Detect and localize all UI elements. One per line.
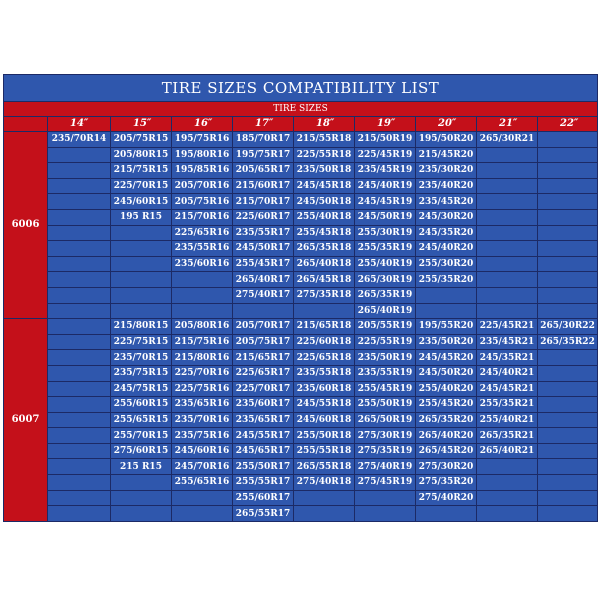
size-cell (48, 209, 111, 225)
size-cell: 265/35R19 (355, 287, 416, 303)
size-cell: 245/45R18 (294, 178, 355, 194)
size-cell (48, 225, 111, 241)
size-cell (172, 490, 233, 506)
size-cell: 195 R15 (111, 209, 172, 225)
size-cell (538, 475, 598, 491)
size-cell (538, 506, 598, 522)
size-cell: 235/50R19 (355, 350, 416, 366)
size-cell: 225/65R17 (233, 365, 294, 381)
title-row (4, 75, 598, 102)
size-cell: 235/45R20 (416, 194, 477, 210)
model-label: 6006 (4, 132, 48, 319)
size-cell: 275/60R15 (111, 443, 172, 459)
size-cell (538, 350, 598, 366)
size-cell (477, 459, 538, 475)
size-cell (111, 303, 172, 319)
size-cell: 215/45R20 (416, 147, 477, 163)
size-cell: 255/50R19 (355, 397, 416, 413)
size-cell (48, 319, 111, 335)
size-cell: 245/40R20 (416, 241, 477, 257)
column-header-21: 21″ (477, 117, 538, 132)
size-cell (416, 287, 477, 303)
size-cell: 235/30R20 (416, 163, 477, 179)
size-cell (48, 241, 111, 257)
size-cell: 235/60R16 (172, 256, 233, 272)
size-cell: 255/55R17 (233, 475, 294, 491)
size-cell: 275/35R20 (416, 475, 477, 491)
column-header-18: 18″ (294, 117, 355, 132)
size-cell (48, 506, 111, 522)
size-cell: 185/70R17 (233, 132, 294, 148)
size-cell: 225/60R18 (294, 334, 355, 350)
size-cell: 225/60R17 (233, 209, 294, 225)
size-cell: 235/60R18 (294, 381, 355, 397)
size-cell: 195/50R20 (416, 132, 477, 148)
table-row (4, 287, 598, 303)
size-cell (416, 506, 477, 522)
size-cell: 205/65R17 (233, 163, 294, 179)
size-cell: 265/45R18 (294, 272, 355, 288)
size-cell (294, 506, 355, 522)
size-cell: 235/50R18 (294, 163, 355, 179)
size-cell: 215/75R15 (111, 163, 172, 179)
size-cell: 255/35R21 (477, 397, 538, 413)
table-row (4, 334, 598, 350)
size-cell (477, 287, 538, 303)
size-cell (538, 178, 598, 194)
size-cell: 215/70R16 (172, 209, 233, 225)
size-cell (48, 147, 111, 163)
size-cell (48, 365, 111, 381)
size-cell: 225/75R16 (172, 381, 233, 397)
size-cell: 215/55R18 (294, 132, 355, 148)
size-cell: 225/65R18 (294, 350, 355, 366)
size-cell (477, 147, 538, 163)
table-row (4, 132, 598, 148)
table-row (4, 225, 598, 241)
size-cell: 255/45R18 (294, 225, 355, 241)
size-cell (538, 443, 598, 459)
size-cell: 195/55R20 (416, 319, 477, 335)
size-cell (294, 490, 355, 506)
size-cell (48, 397, 111, 413)
size-cell (538, 147, 598, 163)
size-cell (538, 132, 598, 148)
size-cell: 235/75R16 (172, 428, 233, 444)
size-cell (538, 272, 598, 288)
size-cell (48, 303, 111, 319)
column-header-22: 22″ (538, 117, 598, 132)
size-cell: 245/45R19 (355, 194, 416, 210)
size-cell (48, 163, 111, 179)
size-cell (48, 194, 111, 210)
size-cell: 245/50R20 (416, 365, 477, 381)
size-cell (48, 459, 111, 475)
size-cell: 225/55R18 (294, 147, 355, 163)
size-cell: 255/35R20 (416, 272, 477, 288)
size-cell: 215 R15 (111, 459, 172, 475)
table-row (4, 350, 598, 366)
size-cell (538, 428, 598, 444)
size-cell: 245/45R21 (477, 381, 538, 397)
size-cell: 265/30R21 (477, 132, 538, 148)
size-cell: 265/50R19 (355, 412, 416, 428)
size-cell (538, 209, 598, 225)
size-cell (538, 163, 598, 179)
size-cell: 245/60R15 (111, 194, 172, 210)
size-cell (477, 506, 538, 522)
size-cell: 255/50R17 (233, 459, 294, 475)
size-cell (538, 381, 598, 397)
size-cell (355, 490, 416, 506)
size-cell: 245/65R17 (233, 443, 294, 459)
size-cell (477, 256, 538, 272)
size-cell: 255/30R19 (355, 225, 416, 241)
size-cell: 265/35R21 (477, 428, 538, 444)
size-cell (538, 194, 598, 210)
table-row (4, 412, 598, 428)
size-cell (416, 303, 477, 319)
size-cell: 265/35R22 (538, 334, 598, 350)
size-cell: 235/65R16 (172, 397, 233, 413)
size-cell: 265/30R22 (538, 319, 598, 335)
size-cell: 255/40R18 (294, 209, 355, 225)
size-cell (48, 475, 111, 491)
table-row (4, 272, 598, 288)
size-cell: 235/55R18 (294, 365, 355, 381)
size-cell (477, 490, 538, 506)
size-cell (111, 225, 172, 241)
table-row (4, 241, 598, 257)
size-cell: 275/40R17 (233, 287, 294, 303)
size-cell (355, 506, 416, 522)
size-cell: 265/40R21 (477, 443, 538, 459)
size-cell (477, 241, 538, 257)
column-header-14: 14″ (48, 117, 111, 132)
size-cell: 255/35R19 (355, 241, 416, 257)
size-cell: 205/55R19 (355, 319, 416, 335)
size-cell: 215/70R17 (233, 194, 294, 210)
size-cell: 235/45R21 (477, 334, 538, 350)
size-cell (477, 209, 538, 225)
size-cell (111, 475, 172, 491)
size-cell: 235/60R17 (233, 397, 294, 413)
size-cell (477, 178, 538, 194)
table-row (4, 163, 598, 179)
size-cell: 255/40R20 (416, 381, 477, 397)
size-cell: 245/50R18 (294, 194, 355, 210)
column-header-15: 15″ (111, 117, 172, 132)
size-cell: 215/65R17 (233, 350, 294, 366)
size-cell (538, 303, 598, 319)
size-cell: 265/55R18 (294, 459, 355, 475)
size-cell (48, 443, 111, 459)
size-cell: 265/35R18 (294, 241, 355, 257)
table-row (4, 365, 598, 381)
size-cell: 255/40R21 (477, 412, 538, 428)
size-cell: 245/35R20 (416, 225, 477, 241)
table-row (4, 381, 598, 397)
size-cell (111, 241, 172, 257)
size-cell (538, 225, 598, 241)
size-cell (538, 365, 598, 381)
size-cell: 215/65R18 (294, 319, 355, 335)
table-row (4, 490, 598, 506)
size-cell: 255/65R15 (111, 412, 172, 428)
size-cell: 275/45R19 (355, 475, 416, 491)
size-cell: 255/45R19 (355, 381, 416, 397)
size-cell (477, 225, 538, 241)
size-cell (172, 303, 233, 319)
size-cell: 225/75R15 (111, 334, 172, 350)
size-cell (538, 397, 598, 413)
size-cell (477, 163, 538, 179)
size-cell (48, 334, 111, 350)
size-cell (48, 350, 111, 366)
size-cell: 225/70R16 (172, 365, 233, 381)
size-cell: 265/40R19 (355, 303, 416, 319)
size-cell: 235/50R20 (416, 334, 477, 350)
size-cell: 225/55R19 (355, 334, 416, 350)
table-row (4, 209, 598, 225)
size-cell (538, 241, 598, 257)
size-cell (538, 459, 598, 475)
table-row (4, 303, 598, 319)
size-cell (48, 178, 111, 194)
size-cell (48, 272, 111, 288)
model-label: 6007 (4, 319, 48, 522)
table-row (4, 459, 598, 475)
size-cell (111, 272, 172, 288)
size-cell (48, 490, 111, 506)
size-cell: 255/40R19 (355, 256, 416, 272)
size-cell: 195/75R17 (233, 147, 294, 163)
size-cell: 215/60R17 (233, 178, 294, 194)
size-cell: 215/80R16 (172, 350, 233, 366)
size-cell: 205/75R15 (111, 132, 172, 148)
size-cell (538, 490, 598, 506)
size-cell (172, 272, 233, 288)
size-cell: 235/55R19 (355, 365, 416, 381)
size-cell: 255/60R15 (111, 397, 172, 413)
size-cell: 195/80R16 (172, 147, 233, 163)
size-cell: 235/55R16 (172, 241, 233, 257)
size-cell: 255/55R18 (294, 443, 355, 459)
size-cell: 265/40R18 (294, 256, 355, 272)
size-cell: 265/55R17 (233, 506, 294, 522)
size-cell: 255/60R17 (233, 490, 294, 506)
size-cell: 205/75R16 (172, 194, 233, 210)
size-cell: 225/65R16 (172, 225, 233, 241)
size-cell: 235/45R19 (355, 163, 416, 179)
size-cell (477, 303, 538, 319)
column-header-17: 17″ (233, 117, 294, 132)
table-row (4, 428, 598, 444)
size-cell: 225/45R21 (477, 319, 538, 335)
size-cell: 255/65R16 (172, 475, 233, 491)
size-cell: 195/75R16 (172, 132, 233, 148)
size-cell (538, 287, 598, 303)
size-cell (111, 256, 172, 272)
table-row (4, 256, 598, 272)
table-row (4, 475, 598, 491)
size-cell (48, 412, 111, 428)
table-row (4, 147, 598, 163)
size-cell: 205/75R17 (233, 334, 294, 350)
size-cell: 215/75R16 (172, 334, 233, 350)
size-cell: 245/50R17 (233, 241, 294, 257)
size-cell: 225/70R17 (233, 381, 294, 397)
size-cell: 215/50R19 (355, 132, 416, 148)
size-cell: 245/40R19 (355, 178, 416, 194)
size-cell: 275/40R18 (294, 475, 355, 491)
size-cell (477, 272, 538, 288)
table-row (4, 397, 598, 413)
compatibility-sheet (3, 74, 597, 522)
size-cell (111, 490, 172, 506)
size-cell: 235/70R14 (48, 132, 111, 148)
size-cell (172, 506, 233, 522)
size-cell (48, 287, 111, 303)
size-cell (538, 256, 598, 272)
size-cell: 225/45R19 (355, 147, 416, 163)
size-cell: 245/35R21 (477, 350, 538, 366)
sheet-subtitle: TIRE SIZES (4, 102, 598, 117)
size-cell (477, 194, 538, 210)
size-cell: 275/35R19 (355, 443, 416, 459)
size-cell: 275/30R19 (355, 428, 416, 444)
size-cell (48, 256, 111, 272)
size-cell (477, 475, 538, 491)
size-cell: 235/55R17 (233, 225, 294, 241)
size-cell: 235/65R17 (233, 412, 294, 428)
table-row (4, 319, 598, 335)
size-cell: 245/60R16 (172, 443, 233, 459)
size-cell: 195/85R16 (172, 163, 233, 179)
size-cell: 255/30R20 (416, 256, 477, 272)
size-cell: 275/40R19 (355, 459, 416, 475)
size-cell: 235/75R15 (111, 365, 172, 381)
size-cell: 245/75R15 (111, 381, 172, 397)
size-cell: 235/40R20 (416, 178, 477, 194)
size-cell (48, 428, 111, 444)
size-cell: 245/60R18 (294, 412, 355, 428)
sheet-title: TIRE SIZES COMPATIBILITY LIST (4, 75, 598, 102)
size-cell: 245/30R20 (416, 209, 477, 225)
size-cell (111, 506, 172, 522)
size-cell: 275/40R20 (416, 490, 477, 506)
corner-cell (4, 117, 48, 132)
size-cell: 265/45R20 (416, 443, 477, 459)
size-cell: 255/45R20 (416, 397, 477, 413)
size-cell: 215/80R15 (111, 319, 172, 335)
size-cell: 245/40R21 (477, 365, 538, 381)
size-cell: 275/30R20 (416, 459, 477, 475)
size-cell (233, 303, 294, 319)
size-cell (111, 287, 172, 303)
size-cell (48, 381, 111, 397)
size-cell: 255/70R15 (111, 428, 172, 444)
size-cell: 205/70R17 (233, 319, 294, 335)
size-cell: 205/80R16 (172, 319, 233, 335)
table-row (4, 506, 598, 522)
column-header-19: 19″ (355, 117, 416, 132)
tire-size-table (3, 74, 598, 522)
size-cell: 265/30R19 (355, 272, 416, 288)
size-cell (294, 303, 355, 319)
column-header-16: 16″ (172, 117, 233, 132)
size-cell: 245/55R17 (233, 428, 294, 444)
size-cell: 265/35R20 (416, 412, 477, 428)
size-cell: 245/45R20 (416, 350, 477, 366)
table-row (4, 194, 598, 210)
size-cell: 245/50R19 (355, 209, 416, 225)
table-row (4, 178, 598, 194)
size-cell (172, 287, 233, 303)
size-cell: 255/50R18 (294, 428, 355, 444)
column-header-20: 20″ (416, 117, 477, 132)
size-cell: 265/40R20 (416, 428, 477, 444)
size-cell: 245/70R16 (172, 459, 233, 475)
size-cell: 205/80R15 (111, 147, 172, 163)
size-cell (538, 412, 598, 428)
size-cell: 235/70R16 (172, 412, 233, 428)
size-cell: 235/70R15 (111, 350, 172, 366)
size-cell: 275/35R18 (294, 287, 355, 303)
size-cell: 245/55R18 (294, 397, 355, 413)
table-row (4, 443, 598, 459)
size-cell: 255/45R17 (233, 256, 294, 272)
size-cell: 225/70R15 (111, 178, 172, 194)
size-cell: 205/70R16 (172, 178, 233, 194)
column-header-row (4, 117, 598, 132)
subtitle-row (4, 102, 598, 117)
size-cell: 265/40R17 (233, 272, 294, 288)
